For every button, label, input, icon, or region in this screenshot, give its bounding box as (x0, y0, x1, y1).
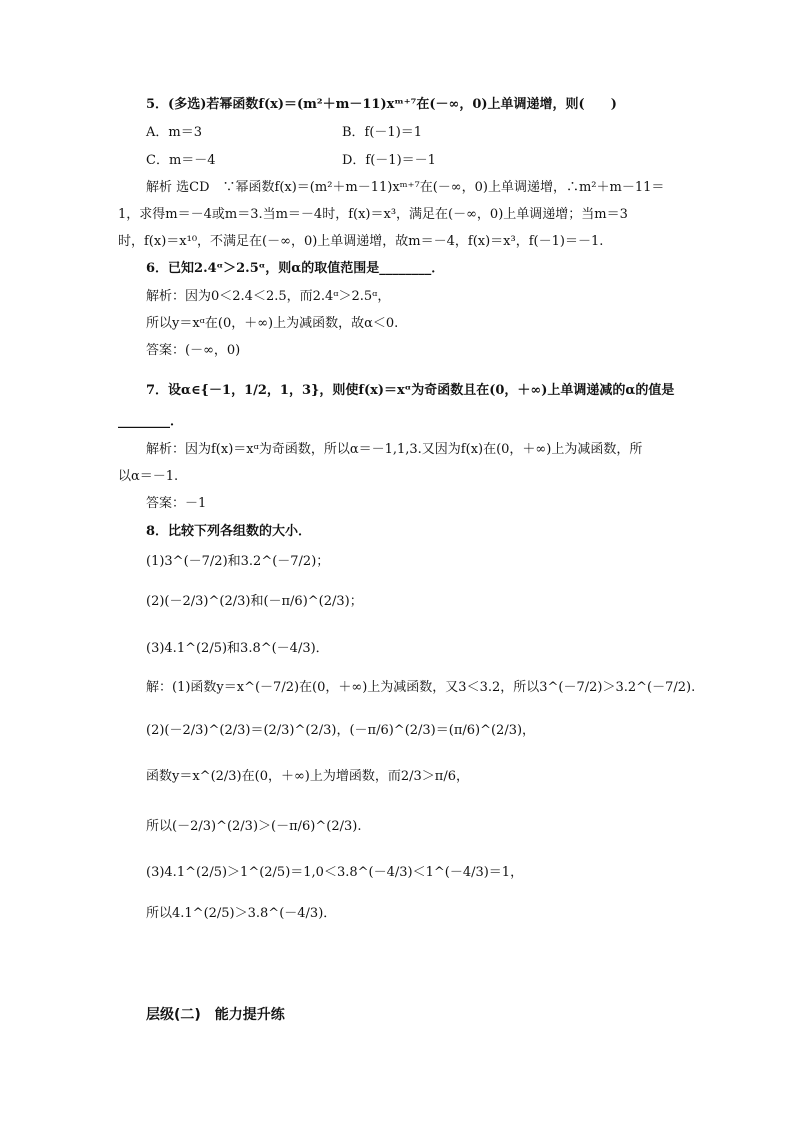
q7-stem-2: ________． (118, 414, 184, 429)
q8-solution-2: (2)(－2/3)^(2/3)＝(2/3)^(2/3)，(－π/6)^(2/3)＝(π/6)^(2/3)， (146, 723, 536, 738)
q7-answer: 答案：－1 (146, 496, 207, 511)
q5-stem: 5．(多选)若幂函数f(x)＝(m²＋m－11)xᵐ⁺⁷在(－∞，0)上单调递增，则( ) (146, 97, 617, 112)
q6-solution-2: 所以y＝xᵅ在(0，＋∞)上为减函数，故α＜0. (146, 316, 399, 331)
q5-solution-3: 时，f(x)＝x¹⁰，不满足在(－∞，0)上单调递增，故m＝－4，f(x)＝x³，f(－1)＝－1. (118, 234, 604, 249)
q8-solution-3: 函数y＝x^(2/3)在(0，＋∞)上为增函数，而2/3＞π/6， (146, 769, 469, 784)
q5-option-a: A．m＝3 (146, 125, 202, 140)
q8-solution-1: 解：(1)函数y＝x^(－7/2)在(0，＋∞)上为减函数，又3＜3.2，所以3^(－7/2)＞3.2^(－7/2). (146, 680, 696, 695)
q6-stem: 6．已知2.4ᵅ＞2.5ᵅ，则α的取值范围是________． (146, 261, 445, 276)
q8-part-1: (1)3^(－7/2)和3.2^(－7/2)； (146, 554, 330, 569)
q5-option-b: B．f(－1)＝1 (342, 125, 423, 140)
q8-part-3: (3)4.1^(2/5)和3.8^(－4/3)． (146, 641, 329, 656)
q6-solution-1: 解析：因为0＜2.4＜2.5，而2.4ᵅ＞2.5ᵅ， (146, 289, 391, 304)
q8-stem: 8．比较下列各组数的大小． (146, 524, 312, 539)
q7-solution-1: 解析：因为f(x)＝xᵅ为奇函数，所以α＝－1,1,3.又因为f(x)在(0，＋∞)上为减函数，所 (146, 442, 643, 457)
q5-solution-2: 1，求得m＝－4或m＝3.当m＝－4时，f(x)＝x³，满足在(－∞，0)上单调递增；当m＝3 (118, 207, 628, 222)
q5-option-d: D．f(－1)＝－1 (342, 153, 436, 168)
q5-option-c: C．m＝－4 (146, 153, 216, 168)
q8-solution-5: (3)4.1^(2/5)＞1^(2/5)＝1,0＜3.8^(－4/3)＜1^(－4/3)＝1， (146, 865, 524, 880)
q8-solution-4: 所以(－2/3)^(2/3)＞(－π/6)^(2/3). (146, 819, 362, 834)
q8-part-2: (2)(－2/3)^(2/3)和(－π/6)^(2/3)； (146, 594, 363, 609)
q6-answer: 答案：(－∞，0) (146, 343, 241, 358)
q5-solution-1: 解析 选CD ∵幂函数f(x)＝(m²＋m－11)xᵐ⁺⁷在(－∞，0)上单调递增，∴m²＋m－11＝ (146, 180, 665, 195)
q7-stem-1: 7．设α∈{－1，1/2，1，3}，则使f(x)＝xᵅ为奇函数且在(0，＋∞)上单调递减的α的值是 (146, 383, 675, 398)
q7-solution-2: 以α＝－1. (118, 469, 179, 484)
section-heading: 层级(二) 能力提升练 (146, 1007, 285, 1023)
q8-solution-6: 所以4.1^(2/5)＞3.8^(－4/3)． (146, 906, 337, 921)
